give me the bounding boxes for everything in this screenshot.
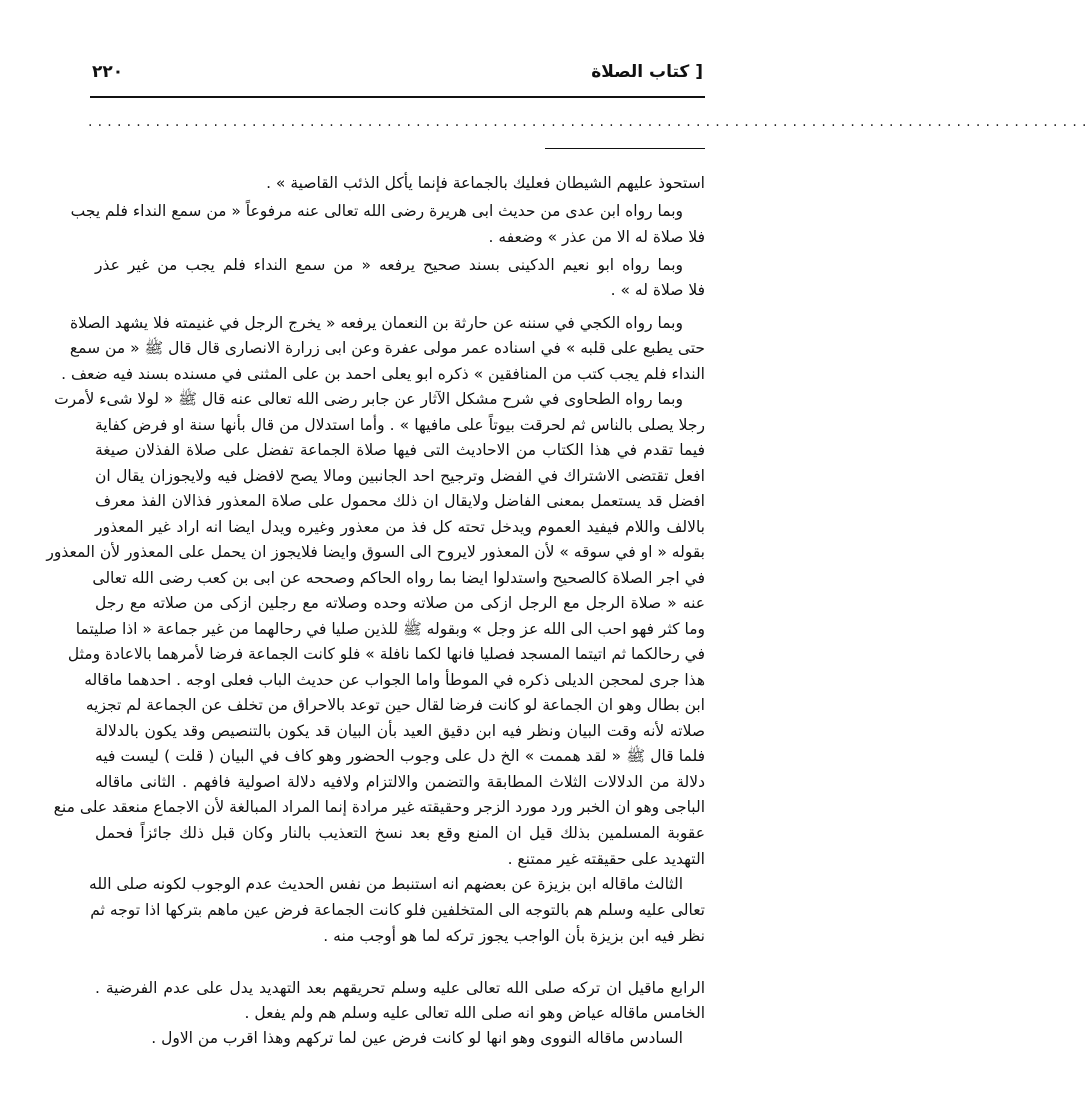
text-line: الرابع ماقيل ان تركه صلى الله تعالى عليه وسلم تحريقهم بعد التهديد يدل على عدم الفرضية .	[95, 979, 705, 997]
chapter-title: [ كتاب الصلاة	[591, 62, 703, 82]
text-line: في رحالكما ثم اتيتما المسجد فصليا فانها لكما نافلة » فلو كانت الجماعة فرضا لأمرهما بالاعادة ومثل	[67, 645, 705, 663]
text-line: بالالف واللام فيفيد العموم ويدخل تحته كل فذ من معذور وغيره ويدل ايضا انه اراد غير المعذور	[95, 518, 705, 536]
text-line: عنه « صلاة الرجل مع الرجل ازكى من صلاته وحده وصلاته مع رجلين ازكى من صلاته مع رجل	[95, 594, 705, 612]
text-line: وما كثر فهو احب الى الله عز وجل » وبقوله ﷺ للذين صليا في رحالهما من غير جماعة « اذا صليتما	[75, 620, 705, 638]
text-line: وبما رواه الطحاوى في شرح مشكل الآثار عن جابر رضى الله تعالى عنه قال ﷺ « لولا شىء لأمرت	[54, 390, 683, 408]
text-line: فلا صلاة له الا من عذر » وضعفه .	[488, 228, 705, 246]
text-line: استحوذ عليهم الشيطان فعليك بالجماعة فإنما يأكل الذئب القاصية » .	[266, 174, 705, 192]
text-line: فيما تقدم في هذا الكتاب من الاحاديث التى فيها صلاة الجماعة تفضل على صلاة الفذلان صيغة	[95, 441, 705, 459]
text-line: وبما رواه ابو نعيم الدكينى بسند صحيح يرفعه « من سمع النداء فلم يجب من غير عذر	[95, 256, 683, 274]
text-line: الباجى وهو ان الخبر ورد مورد الزجر وحقيقته غير مرادة إنما المراد المبالغة لأن الاجماع منعقد على منع	[53, 798, 705, 816]
text-line: وبما رواه ابن عدى من حديث ابى هريرة رضى الله تعالى عنه مرفوعاً « من سمع النداء فلم يجب	[70, 202, 683, 220]
text-line: حتى يطبع على قلبه » في اسناده عمر مولى عفرة وعن ابى زرارة الانصارى قال قال ﷺ « من سمع	[69, 339, 705, 357]
text-line: عقوبة المسلمين بذلك قيل ان المنع وقع بعد نسخ التعذيب بالنار وكان قبل ذلك جائزاً فحمل	[95, 824, 705, 842]
text-line: فلا صلاة له » .	[610, 281, 705, 299]
page-number: ٢٢٠	[92, 62, 124, 82]
text-line: ابن بطال وهو ان الجماعة لو كانت فرضا لقال حين توعد بالاحراق من تخلف عن الجماعة لم تجزيه	[85, 696, 705, 714]
text-line: صلاته لأنه وقت البيان ونظر فيه ابن دقيق العيد بأن البيان قد يكون بالتنصيص وقد يكون بالدلالة	[95, 722, 705, 740]
text-line: في اجر الصلاة كالصحيح واستدلوا ايضا بما رواه الحاكم وصححه عن ابى بن كعب رضى الله تعالى	[92, 569, 705, 587]
text-line: النداء فلم يجب كتب من المنافقين » ذكره ابو يعلى احمد بن على المثنى في مسنده بسند فيه ضعف .	[61, 365, 705, 383]
text-line: السادس ماقاله النووى وهو انها لو كانت فرض عين لما تركهم وهذا اقرب من الاول .	[151, 1029, 683, 1047]
text-line: افضل قد يستعمل بمعنى الفاضل ولايقال ان ذلك محمول على صلاة المعذور فذالان الفذ معرف	[95, 492, 705, 510]
text-line: هذا جرى لمحجن الديلى ذكره في الموطأ واما الجواب عن حديث الباب فعلى اوجه . احدهما ماقاله	[84, 671, 705, 689]
text-line: بقوله « او في سوقه » لأن المعذور لايروح الى السوق وايضا فلايجوز ان يحمل على المعذور لأن المعذور	[46, 543, 705, 561]
text-line: افعل تقتضى الاشتراك في الفضل وترجيح احد الجانبين ومالا يصح لافضل فيه ولايجوزان يقال ان	[95, 467, 705, 485]
header-rule	[90, 96, 705, 98]
text-line: رجلا يصلى بالناس ثم لحرقت بيوتاً على مافيها » . وأما استدلال من قال بأنها سنة او فرض كفاية	[95, 416, 705, 434]
text-line: فلما قال ﷺ « لقد هممت » الخ دل على وجوب الحضور وهو كاف في البيان ( قلت ) ليست فيه	[95, 747, 705, 765]
text-line: تعالى عليه وسلم هم بالتوجه الى المتخلفين فلو كانت الجماعة فرض عين ماهم بتركها اذا توجه ثم	[90, 901, 705, 919]
text-line: نظر فيه ابن بزيزة بأن الواجب يجوز تركه لما هو أوجب منه .	[323, 927, 705, 945]
text-line: التهديد على حقيقته غير ممتنع .	[507, 850, 705, 868]
text-line: الثالث ماقاله ابن بزيزة عن بعضهم انه استنبط من نفس الحديث عدم الوجوب لكونه صلى الله	[89, 875, 683, 893]
text-line: دلالة من الدلالات الثلاث المطابقة والتضمن والالتزام ولافيه دلالة اصولية فافهم . الثانى ماقاله	[95, 773, 705, 791]
separator-dots: ........................................................................................................	[88, 114, 1092, 130]
footnote-rule	[545, 148, 705, 149]
text-line: الخامس ماقاله عياض وهو انه صلى الله تعالى عليه وسلم هم ولم يفعل .	[244, 1004, 705, 1022]
text-line: وبما رواه الكجي في سننه عن حارثة بن النعمان يرفعه « يخرج الرجل في غنيمته فلا يشهد الصلاة	[70, 314, 683, 332]
